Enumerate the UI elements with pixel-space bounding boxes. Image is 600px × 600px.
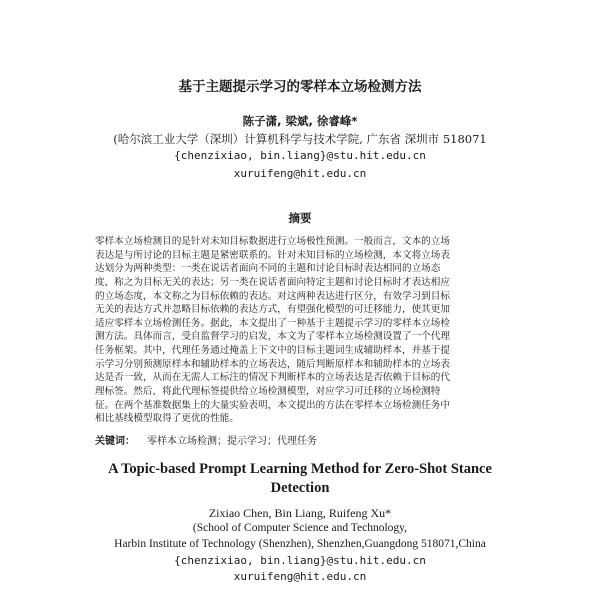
chinese-affiliation: (哈尔滨工业大学（深圳）计算机科学与技术学院, 广东省 深圳市 518071 (113, 132, 487, 146)
abstract-line: 达是否一致，从而在无需人工标注的情况下判断样本的立场表达是否依赖于目标的代 (95, 372, 450, 384)
english-title (0, 460, 600, 498)
abstract-line: 适应零样本立场检测任务。据此，本文提出了一种基于主题提示学习的零样本立场检 (95, 317, 450, 329)
keywords-text: 零样本立场检测；提示学习；代理任务 (147, 436, 317, 447)
abstract-line: 无关的表达方式并忽略目标依赖的表达方式，有望强化模型的可迁移能力，使其更加 (95, 304, 450, 316)
chinese-email-line-1: {chenzixiao, bin.liang}@stu.hit.edu.cn (174, 149, 426, 162)
chinese-email-line-2: xuruifeng@hit.edu.cn (233, 167, 367, 180)
abstract-line: 理标签。然后，将此代理标签提供给立场检测模型，对应学习可迁移的立场检测特 (95, 386, 441, 398)
abstract-line: 零样本立场检测目的是针对未知目标数据进行立场极性预测。一般而言，文本的立场 (95, 236, 450, 247)
abstract-line: 度，称之为目标无关的表达；另一类在说话者面向特定主题和讨论目标时才表达相应 (95, 276, 450, 288)
english-email-line-2: xuruifeng@hit.edu.cn (233, 570, 367, 583)
english-title-line-2: Detection (270, 480, 330, 496)
abstract-line: 表达是与所讨论的目标主题是紧密联系的。针对未知目标的立场检测，本文将立场表 (95, 249, 450, 261)
abstract-line: 的立场态度，本文称之为目标依赖的表达。对这两种表达进行区分，有效学习到目标 (95, 290, 450, 302)
english-email-line-1: {chenzixiao, bin.liang}@stu.hit.edu.cn (174, 554, 426, 567)
english-affiliation-line-2: Harbin Institute of Technology (Shenzhen), Shenzhen,Guangdong 518071,China (114, 538, 486, 550)
english-authors: Zixiao Chen, Bin Liang, Ruifeng Xu* (208, 506, 392, 520)
keywords-label: 关键词： (95, 436, 135, 447)
chinese-title: 基于主题提示学习的零样本立场检测方法 (178, 79, 422, 95)
abstract-line: 相比基线模型取得了更优的性能。 (95, 413, 239, 425)
abstract-line: 征。在两个基准数据集上的大量实验表明，本文提出的方法在零样本立场检测任务中 (95, 399, 450, 411)
abstract-line: 测方法。具体而言，受自监督学习的启发，本文为了零样本立场检测设置了一个代理 (95, 331, 450, 343)
abstract-line: 任务框架。其中，代理任务通过掩盖上下文中的目标主题词生成辅助样本，并基于提 (95, 345, 450, 357)
abstract-line: 示学习分别预测原样本和辅助样本的立场表达，随后判断原样本和辅助样本的立场表 (95, 358, 450, 370)
english-title-line-1: A Topic-based Prompt Learning Method for Zero-Shot Stance (108, 461, 492, 477)
keywords (95, 432, 515, 447)
abstract-heading: 摘要 (288, 211, 312, 225)
abstract-body (95, 235, 511, 426)
english-affiliation-line-1: (School of Computer Science and Technology, (192, 522, 408, 534)
abstract-line: 达划分为两种类型：一类在说话者面向不同的主题和讨论目标时表达相同的立场态 (95, 263, 441, 275)
chinese-authors: 陈子潇, 梁斌, 徐睿峰* (242, 114, 358, 128)
